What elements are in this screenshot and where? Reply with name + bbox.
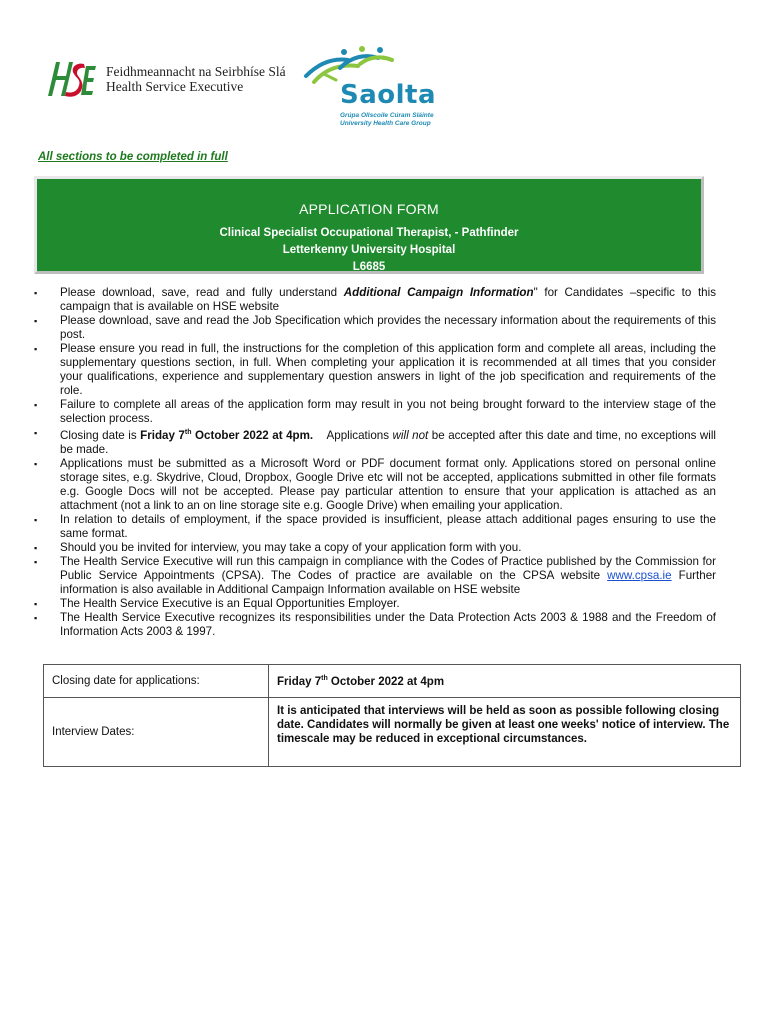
list-item bbox=[34, 611, 716, 639]
closing-date-label: Closing date for applications: bbox=[44, 665, 269, 698]
closing-date-text: October 2022 at 4pm. bbox=[191, 428, 314, 442]
bullet-icon: ▪ bbox=[34, 458, 38, 469]
cpsa-link[interactable]: www.cpsa.ie bbox=[607, 568, 672, 582]
bullet-text: Applications bbox=[313, 428, 393, 442]
banner-title: APPLICATION FORM bbox=[299, 201, 439, 217]
ordinal-suffix: th bbox=[321, 674, 328, 682]
bullet-text: Please ensure you read in full, the instructions for the completion of this application form and complete all areas, including the supplementary questions section, in full. When completing your application it is recommended at all times that you consider your qualifications, experience and supplementary question answers in light of the job specification and requirements of the role. bbox=[60, 342, 716, 397]
bullet-text: Applications must be submitted as a Microsoft Word or PDF document format only. Applications stored on personal online storage sites, e.g. Skydrive, Cloud, Dropbox, Google Drive etc will not be accepted, applications submitted in other file formats e.g. Google Docs will not be accepted. Please pay particular attention to ensure that your application is attached as an attachment (not a link to an on line storage site e.g. Google Drive) when emailing your application. bbox=[60, 456, 716, 512]
bullet-icon: ▪ bbox=[34, 612, 38, 623]
bullet-text: The Health Service Executive will run this campaign in compliance with the Codes of Practice published by the Commission for Public Service Appointments (CPSA). The Codes of practice are available on the CPSA website bbox=[60, 554, 716, 582]
bullet-icon: ▪ bbox=[34, 400, 38, 410]
bullet-text: Should you be invited for interview, you may take a copy of your application form with you. bbox=[60, 540, 522, 554]
banner-hospital: Letterkenny University Hospital bbox=[282, 244, 456, 256]
hse-logo-text bbox=[106, 64, 286, 94]
saolta-subtitle-irish: Grúpa Ollscoile Cúram Sláinte bbox=[340, 112, 434, 119]
bullet-text: In relation to details of employment, if the space provided is insufficient, please attach additional pages ensuring to use the same format. bbox=[60, 512, 716, 540]
interview-dates-value: It is anticipated that interviews will be held as soon as possible following closing date. Candidates will normally be given at least one weeks' notice of interview. The timescale may be reduced in exceptional circumstances. bbox=[269, 698, 741, 767]
saolta-figures-icon bbox=[300, 44, 450, 84]
list-item bbox=[34, 513, 716, 541]
closing-date-value-text: Friday 7 bbox=[277, 675, 322, 688]
sections-note: All sections to be completed in full bbox=[38, 151, 228, 163]
table-row bbox=[44, 665, 741, 698]
bullet-text: The Health Service Executive recognizes its responsibilities under the Data Protection Acts 2003 & 1988 and the Freedom of Information Acts 2003 & 1997. bbox=[60, 610, 716, 638]
bullet-text: Further information is also available in Additional Campaign Information available on HSE website bbox=[60, 568, 717, 596]
instructions-list bbox=[34, 286, 716, 639]
hse-name-irish: Feidhmeannacht na Seirbhíse Slá bbox=[106, 64, 286, 79]
application-form-banner bbox=[34, 176, 704, 274]
ordinal-suffix: th bbox=[184, 429, 192, 436]
bullet-icon: ▪ bbox=[34, 556, 38, 567]
additional-campaign-info-text: Additional Campaign Information bbox=[343, 286, 534, 299]
list-item bbox=[34, 457, 716, 513]
list-item bbox=[34, 555, 716, 597]
dates-table bbox=[43, 664, 741, 767]
list-item bbox=[34, 342, 716, 398]
list-item bbox=[34, 426, 716, 457]
closing-date-value bbox=[269, 665, 741, 698]
bullet-text: " for Candidates –specific to this campaign that is available on HSE website bbox=[60, 286, 716, 313]
closing-date-text: Friday 7 bbox=[140, 428, 185, 442]
list-item bbox=[34, 541, 716, 555]
saolta-logo bbox=[300, 44, 450, 130]
bullet-text: Failure to complete all areas of the application form may result in you not being brought forward to the interview stage of the selection process. bbox=[60, 398, 716, 425]
bullet-icon: ▪ bbox=[34, 344, 38, 354]
bullet-text: be accepted after this date and time, no exceptions will be made. bbox=[60, 428, 716, 456]
list-item bbox=[34, 286, 716, 314]
list-item bbox=[34, 314, 716, 342]
bullet-icon: ▪ bbox=[34, 316, 38, 326]
emphasis-text: will not bbox=[392, 428, 429, 442]
bullet-icon: ▪ bbox=[34, 428, 38, 438]
list-item bbox=[34, 597, 716, 611]
saolta-wordmark: Saolta bbox=[340, 80, 437, 110]
hse-name-english: Health Service Executive bbox=[106, 79, 244, 94]
banner-reference: L6685 bbox=[352, 261, 386, 273]
saolta-subtitle bbox=[340, 112, 434, 128]
bullet-icon: ▪ bbox=[34, 542, 38, 553]
bullet-text: Please download, save and read the Job Specification which provides the necessary information about the requirements of this post. bbox=[60, 314, 716, 341]
closing-date-value-text: October 2022 at 4pm bbox=[327, 675, 445, 688]
bullet-icon: ▪ bbox=[34, 598, 38, 609]
saolta-subtitle-english: University Health Care Group bbox=[340, 120, 431, 127]
list-item bbox=[34, 398, 716, 426]
bullet-text: Closing date is bbox=[60, 428, 141, 442]
bullet-icon: ▪ bbox=[34, 288, 38, 298]
banner-role: Clinical Specialist Occupational Therapist, - Pathfinder bbox=[219, 227, 519, 239]
interview-dates-label: Interview Dates: bbox=[44, 698, 269, 767]
table-row bbox=[44, 698, 741, 767]
bullet-text: Please download, save, read and fully understand bbox=[60, 286, 344, 299]
bullet-icon: ▪ bbox=[34, 514, 38, 525]
bullet-text: The Health Service Executive is an Equal Opportunities Employer. bbox=[60, 596, 400, 610]
hse-logo-mark-icon bbox=[44, 58, 98, 100]
